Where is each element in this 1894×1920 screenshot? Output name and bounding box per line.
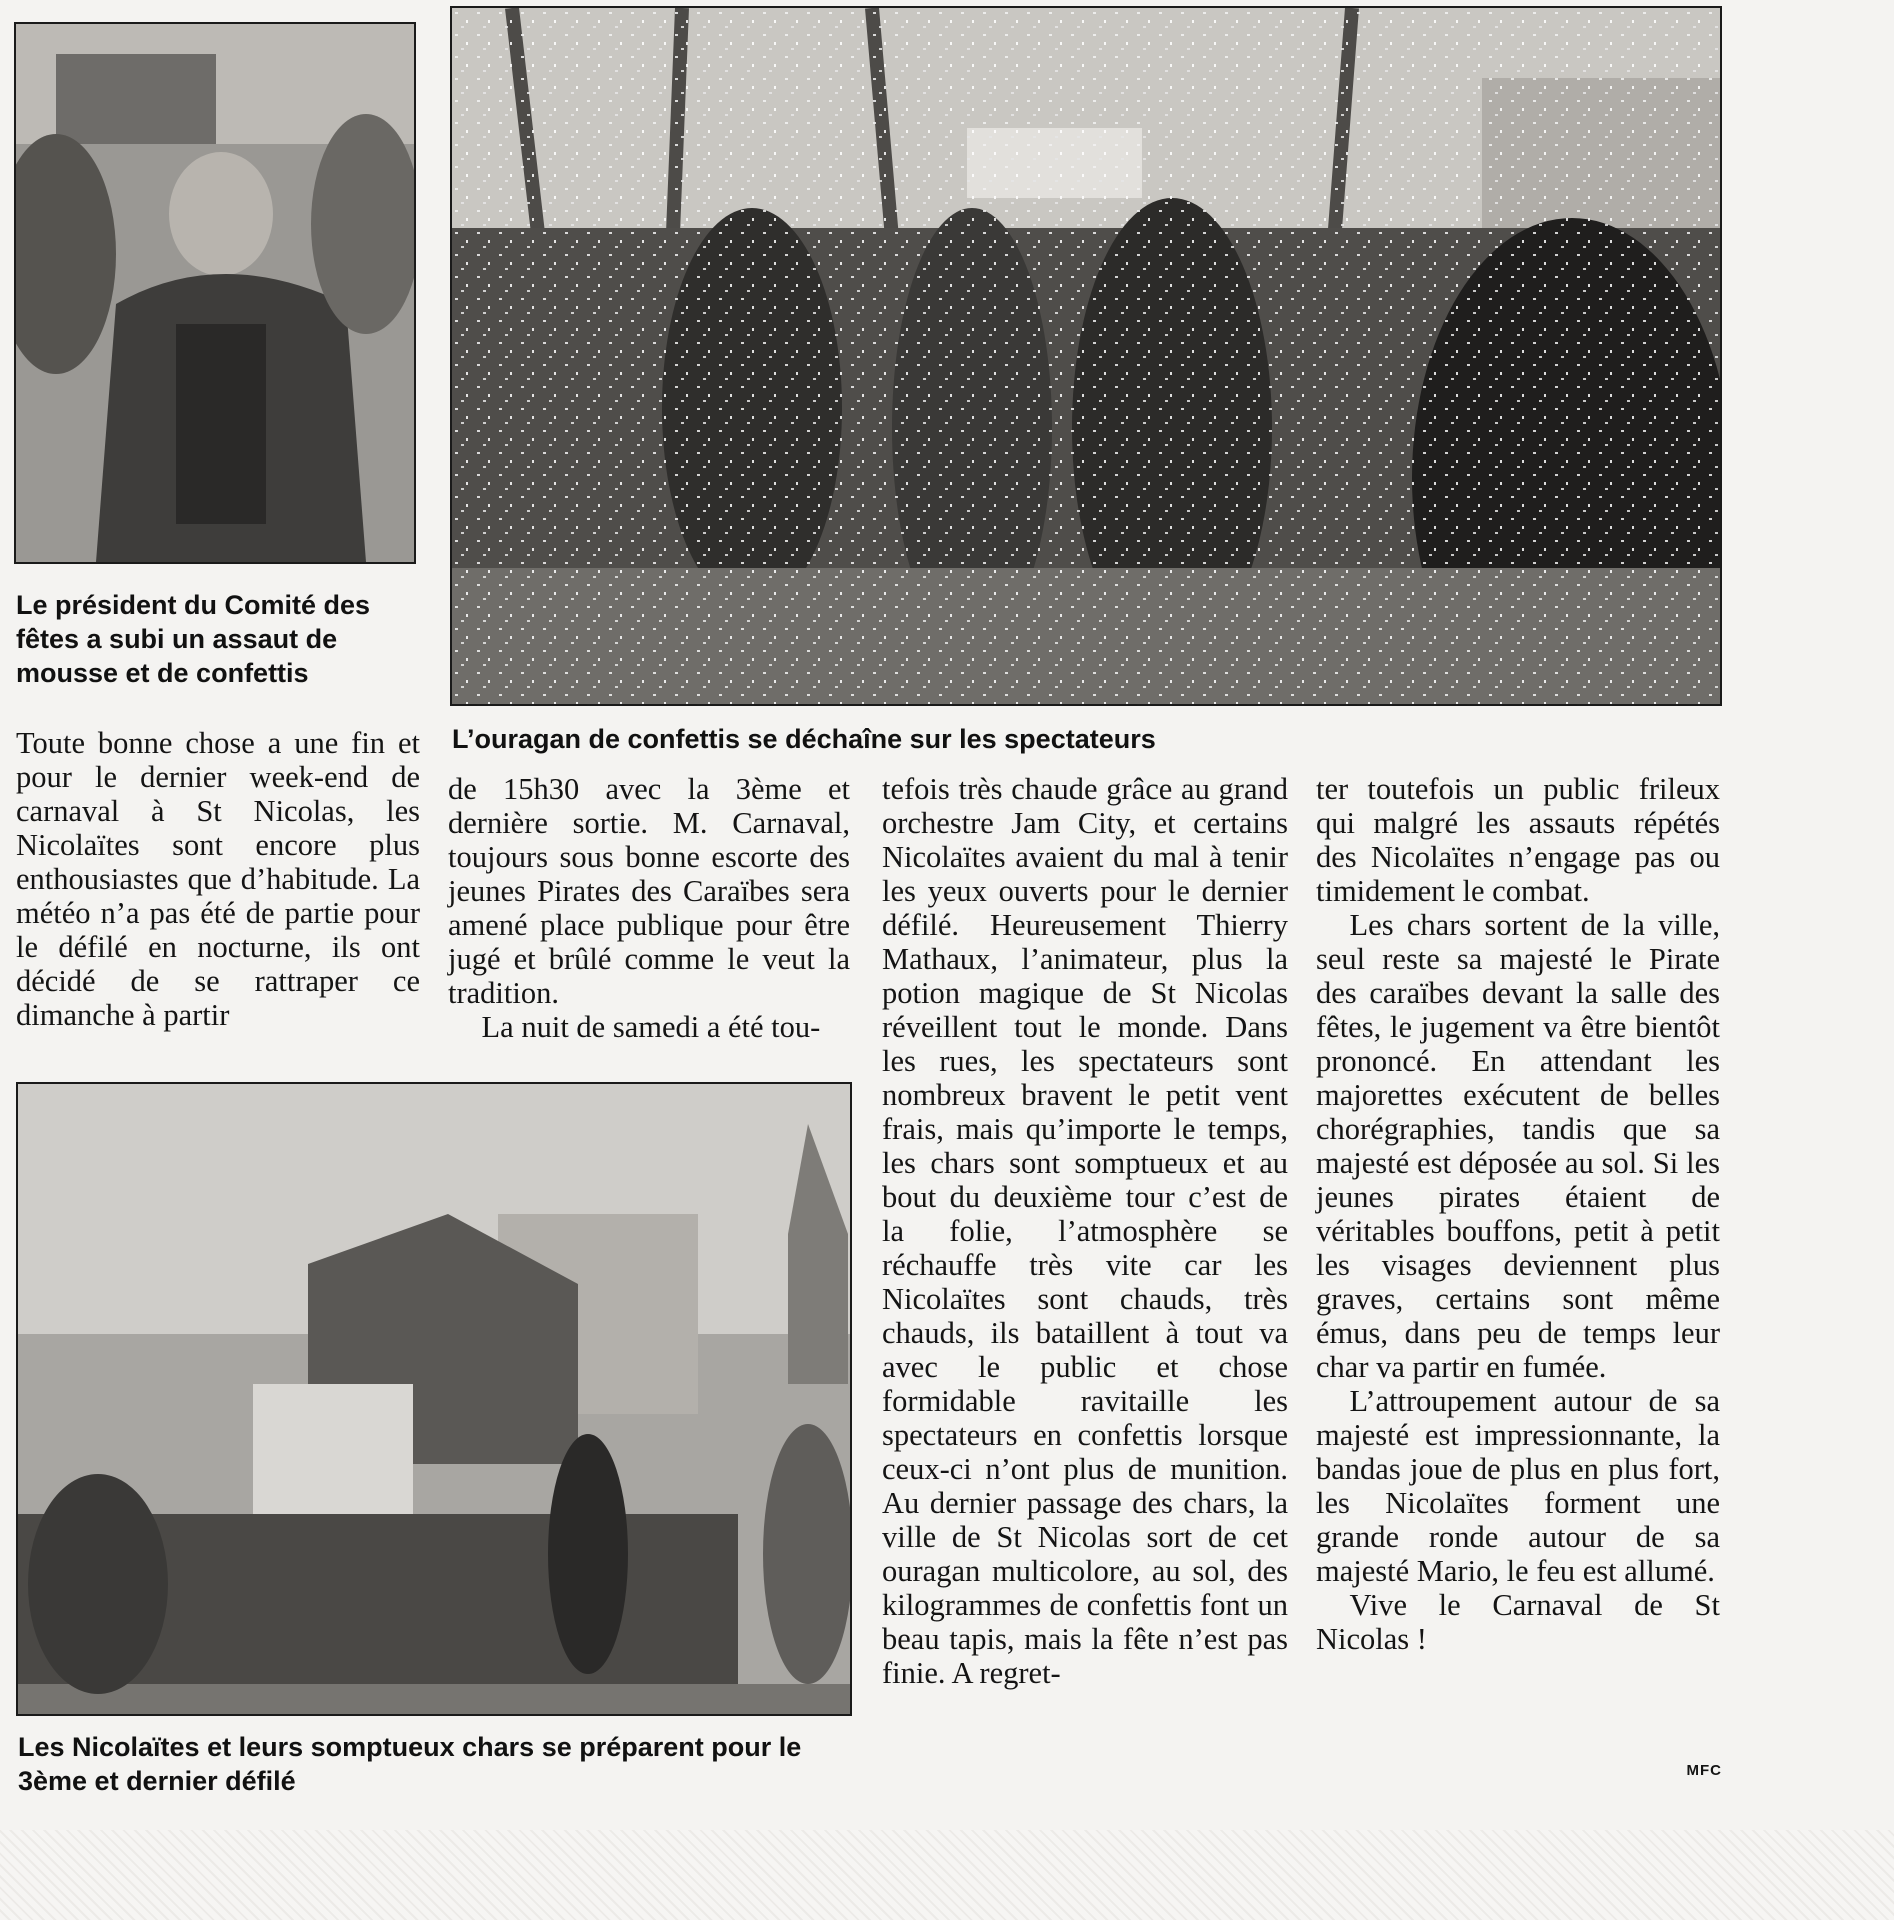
article-paragraph: tefois très chaude grâce au grand orchestre Jam City, et certains Nicolaïtes avaient du mal à tenir les yeux ouverts pour le dernier défilé. Heureusement Thierry Mathaux, l’animateur, plus la potion magique de St Nicolas réveillent tout le monde. Dans les rues, les spectateurs sont nombreux bravent le petit vent frais, mais qu’importe le temps, les chars sont somptueux et au bout du deuxième tour c’est de la folie, l’atmosphère se réchauffe très vite car les Nicolaïtes sont chauds, très chauds, ils bataillent à tout va avec le public et chose formidable ravitaille les spectateurs en confettis lorsque ceux-ci n’ont plus de munition. Au dernier passage des chars, la ville de St Nicolas sort de cet ouragan multicolore, au sol, des kilogrammes de confettis font un beau tapis, mais la fête n’est pas finie. A regret- (882, 772, 1288, 1690)
author-signature: MFC (1686, 1762, 1722, 1779)
paper-edge-texture (0, 1830, 1894, 1920)
president-caption: Le président du Comité des fêtes a subi un assaut de mousse et de confettis (16, 590, 371, 688)
photo-crowd (450, 6, 1722, 706)
article-column-3 (882, 772, 1288, 1690)
float-photo-image (18, 1084, 850, 1714)
article-paragraph: Vive le Carnaval de St Nicolas ! (1316, 1588, 1720, 1656)
article-paragraph: de 15h30 avec la 3ème et dernière sortie. M. Carnaval, toujours sous bonne escorte des jeunes Pirates des Caraïbes sera amené place publique pour être jugé et brûlé comme le veut la tradition. (448, 772, 850, 1010)
article-column-1 (16, 726, 420, 1032)
article-paragraph: L’attroupement autour de sa majesté est impressionnante, la bandas joue de plus en plus fort, les Nicolaïtes forment une grande ronde autour de sa majesté Mario, le feu est allumé. (1316, 1384, 1720, 1588)
article-column-2 (448, 772, 850, 1044)
photo-president (14, 22, 416, 564)
float-caption: Les Nicolaïtes et leurs somptueux chars se préparent pour le 3ème et dernier défilé (18, 1732, 802, 1796)
photo-float (16, 1082, 852, 1716)
article-column-4 (1316, 772, 1720, 1656)
president-photo-image (16, 24, 414, 562)
article-paragraph: ter toutefois un public frileux qui malgré les assauts répétés des Nicolaïtes n’engage pas ou timidement le combat. (1316, 772, 1720, 908)
crowd-caption: L’ouragan de confettis se déchaîne sur les spectateurs (452, 724, 1156, 754)
crowd-photo-image (452, 8, 1720, 704)
article-paragraph: La nuit de samedi a été tou- (481, 1010, 821, 1044)
article-paragraph: Les chars sortent de la ville, seul reste sa majesté le Pirate des caraïbes devant la salle des fêtes, le jugement va être bientôt prononcé. En attendant les majorettes exécutent de belles chorégraphies, tandis que sa majesté est déposée au sol. Si les jeunes pirates étaient de véritables bouffons, petit à petit les visages deviennent plus graves, certains sont même émus, dans peu de temps leur char va partir en fumée. (1316, 908, 1720, 1384)
article-paragraph: Toute bonne chose a une fin et pour le dernier week-end de carnaval à St Nicolas, les Nicolaïtes sont encore plus enthousiastes que d’habitude. La météo n’a pas été de partie pour le défilé en nocturne, ils ont décidé de se rattraper ce dimanche à partir (16, 726, 420, 1032)
